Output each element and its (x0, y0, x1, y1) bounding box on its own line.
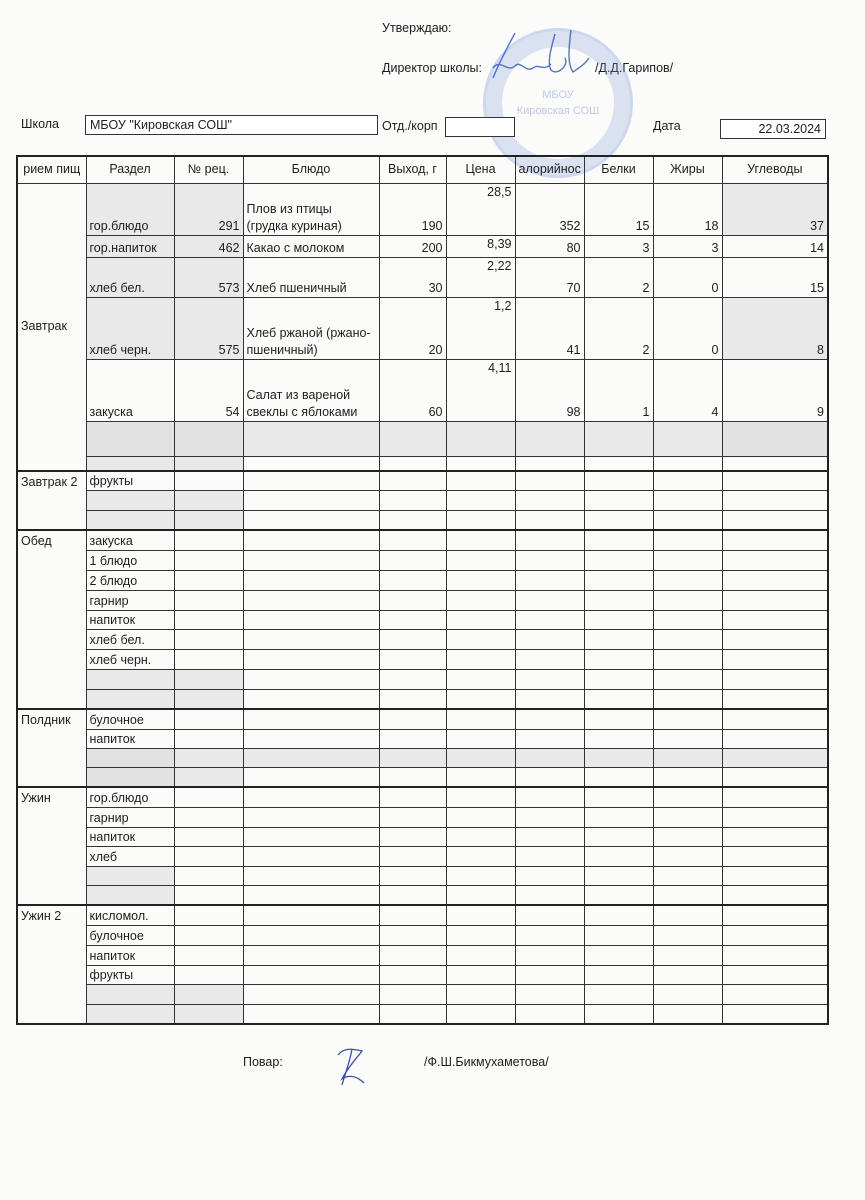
school-label: Школа (21, 117, 59, 131)
date-label: Дата (653, 119, 681, 133)
cell-section: булочное (86, 925, 174, 945)
cell-recipe: 462 (174, 235, 243, 257)
cell-kcal: 80 (515, 235, 584, 257)
cell-fat: 18 (653, 183, 722, 235)
table-row (17, 456, 828, 471)
meal-snack: Полдник (17, 709, 86, 787)
cell-price: 8,39 (446, 235, 515, 257)
meal-dinner: Ужин (17, 787, 86, 905)
table-row (17, 235, 828, 257)
cell-section: фрукты (86, 471, 174, 490)
cell-section: 2 блюдо (86, 570, 174, 590)
table-row (17, 885, 828, 905)
cell-section: гор.напиток (86, 235, 174, 257)
table-row (17, 297, 828, 359)
table-row (17, 550, 828, 570)
table-row (17, 807, 828, 827)
cell-carbs: 8 (722, 297, 828, 359)
header-yield: Выход, г (379, 156, 446, 183)
cell-carbs: 14 (722, 235, 828, 257)
table-header-row (17, 156, 828, 183)
cell-section: хлеб бел. (86, 257, 174, 297)
cell-dish: Хлеб пшеничный (243, 257, 379, 297)
cell-fat: 0 (653, 257, 722, 297)
table-row (17, 866, 828, 885)
table-row (17, 925, 828, 945)
table-row (17, 748, 828, 767)
director-name: /Д.Д.Гарипов/ (595, 61, 674, 75)
table-row (17, 183, 828, 235)
meal-breakfast: Завтрак (17, 183, 86, 471)
cell-yield: 20 (379, 297, 446, 359)
cell-fat: 0 (653, 297, 722, 359)
table-row (17, 984, 828, 1004)
cell-recipe: 291 (174, 183, 243, 235)
cell-yield: 200 (379, 235, 446, 257)
meal-breakfast2: Завтрак 2 (17, 471, 86, 530)
table-row (17, 421, 828, 456)
cell-recipe: 573 (174, 257, 243, 297)
cell-section: напиток (86, 729, 174, 748)
table-row (17, 590, 828, 610)
table-row (17, 610, 828, 629)
cell-carbs: 9 (722, 359, 828, 421)
stamp-line-2: Кировская СОШ (516, 105, 600, 117)
dept-field[interactable] (445, 117, 515, 137)
table-row (17, 510, 828, 530)
header-fat: Жиры (653, 156, 722, 183)
date-field[interactable]: 22.03.2024 (720, 119, 826, 139)
table-row (17, 827, 828, 846)
dept-label: Отд./корп (382, 119, 438, 133)
cell-kcal: 41 (515, 297, 584, 359)
cell-section: гор.блюдо (86, 183, 174, 235)
cell-section: напиток (86, 945, 174, 965)
table-row (17, 649, 828, 669)
cell-section: напиток (86, 610, 174, 629)
cell-fat: 3 (653, 235, 722, 257)
table-row (17, 689, 828, 709)
table-row (17, 729, 828, 748)
cell-yield: 30 (379, 257, 446, 297)
cell-recipe: 54 (174, 359, 243, 421)
meal-lunch: Обед (17, 530, 86, 709)
cell-protein: 1 (584, 359, 653, 421)
table-row (17, 471, 828, 490)
cell-section: булочное (86, 709, 174, 729)
cell-section: фрукты (86, 965, 174, 984)
cell-section: кисломол. (86, 905, 174, 925)
header-dish: Блюдо (243, 156, 379, 183)
cell-kcal: 70 (515, 257, 584, 297)
table-row (17, 359, 828, 421)
cell-section: хлеб бел. (86, 629, 174, 649)
table-row (17, 669, 828, 689)
cell-dish: Плов из птицы (грудка куриная) (243, 183, 379, 235)
table-row (17, 767, 828, 787)
cell-price: 4,11 (446, 359, 515, 421)
cell-kcal: 98 (515, 359, 584, 421)
table-row (17, 709, 828, 729)
table-row (17, 787, 828, 807)
cell-section: 1 блюдо (86, 550, 174, 570)
cell-price: 1,2 (446, 297, 515, 359)
header-kcal: алорийнос (515, 156, 584, 183)
header-meal: рием пищ (17, 156, 86, 183)
cell-section: хлеб черн. (86, 297, 174, 359)
cell-section: хлеб (86, 846, 174, 866)
cell-price: 28,5 (446, 183, 515, 235)
cell-carbs: 37 (722, 183, 828, 235)
cell-protein: 3 (584, 235, 653, 257)
director-signature-icon (485, 28, 595, 88)
table-row (17, 905, 828, 925)
stamp-line-1: МБОУ (542, 89, 574, 101)
cell-fat: 4 (653, 359, 722, 421)
header-price: Цена (446, 156, 515, 183)
cell-section: напиток (86, 827, 174, 846)
cell-section: закуска (86, 530, 174, 550)
table-row (17, 490, 828, 510)
table-row (17, 530, 828, 550)
meal-dinner2: Ужин 2 (17, 905, 86, 1024)
table-row (17, 965, 828, 984)
table-row (17, 846, 828, 866)
cell-section: закуска (86, 359, 174, 421)
cell-price: 2,22 (446, 257, 515, 297)
header-recipe: № рец. (174, 156, 243, 183)
cell-yield: 190 (379, 183, 446, 235)
table-row (17, 257, 828, 297)
cell-section: гарнир (86, 807, 174, 827)
cook-name: /Ф.Ш.Бикмухаметова/ (424, 1055, 549, 1069)
table-row (17, 1004, 828, 1024)
cook-label: Повар: (243, 1055, 283, 1069)
cell-dish: Хлеб ржаной (ржано-пшеничный) (243, 297, 379, 359)
cell-carbs: 15 (722, 257, 828, 297)
school-field[interactable]: МБОУ "Кировская СОШ" (85, 115, 378, 135)
header-protein: Белки (584, 156, 653, 183)
cook-signature-icon (334, 1045, 370, 1087)
cell-section: гарнир (86, 590, 174, 610)
cell-protein: 15 (584, 183, 653, 235)
director-label: Директор школы: (382, 61, 482, 75)
header-carbs: Углеводы (722, 156, 828, 183)
menu-table (16, 155, 829, 1025)
cell-protein: 2 (584, 257, 653, 297)
table-row (17, 629, 828, 649)
cell-kcal: 352 (515, 183, 584, 235)
cell-protein: 2 (584, 297, 653, 359)
cell-yield: 60 (379, 359, 446, 421)
table-row (17, 570, 828, 590)
cell-section: гор.блюдо (86, 787, 174, 807)
table-row (17, 945, 828, 965)
cell-section: хлеб черн. (86, 649, 174, 669)
cell-recipe: 575 (174, 297, 243, 359)
header-section: Раздел (86, 156, 174, 183)
cell-dish: Какао с молоком (243, 235, 379, 257)
approve-label: Утверждаю: (382, 21, 452, 35)
cell-dish: Салат из вареной свеклы с яблоками (243, 359, 379, 421)
